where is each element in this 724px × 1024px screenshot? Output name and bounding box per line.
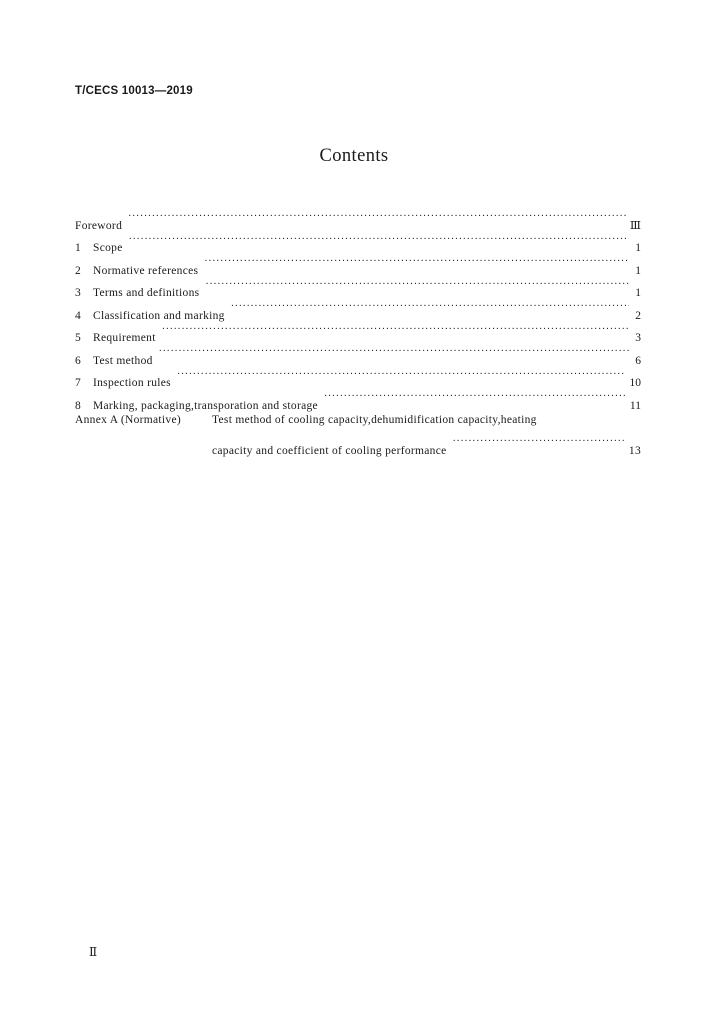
annex-title-line-2: capacity and coefficient of cooling performance [212, 444, 447, 457]
toc-entry-label: Normative references [93, 264, 199, 277]
toc-leader-dots [159, 341, 629, 364]
toc-entry-foreword[interactable] [75, 206, 641, 232]
toc-entry-number: 8 [75, 399, 81, 412]
toc-leader-dots [162, 319, 629, 342]
toc-entry-page: 6 [635, 354, 641, 367]
toc-entry-number: 4 [75, 309, 81, 322]
document-code: T/CECS 10013—2019 [75, 85, 193, 97]
toc-leader-dots [204, 251, 629, 274]
toc-entry-page: 1 [635, 264, 641, 277]
toc-leader-dots [231, 296, 629, 319]
toc-entry-page: 11 [629, 399, 641, 412]
toc-entry-number: 2 [75, 264, 81, 277]
toc-entry-annex-a[interactable] [75, 409, 641, 457]
toc-entry-scope[interactable] [75, 229, 641, 252]
toc-entry-page: Ⅲ [629, 219, 641, 232]
toc-entry-inspection-rules[interactable] [75, 364, 641, 387]
toc-entry-page: 13 [628, 444, 641, 457]
table-of-contents [75, 206, 641, 457]
annex-title-line-1: Test method of cooling capacity,dehumidification capacity,heating [212, 413, 537, 426]
toc-entry-page: 2 [635, 309, 641, 322]
toc-entry-page: 1 [635, 287, 641, 299]
toc-entry-page: 10 [629, 377, 641, 389]
toc-entry-label: Foreword [75, 219, 123, 232]
toc-leader-dots [324, 386, 626, 409]
toc-entry-label: Test method [93, 354, 153, 367]
toc-leader-dots [177, 364, 626, 387]
annex-prefix: Annex A (Normative) [75, 413, 181, 426]
toc-entry-number: 7 [75, 377, 81, 389]
toc-leader-dots [129, 229, 629, 252]
toc-leader-dots [128, 206, 626, 229]
toc-leader-dots [205, 274, 629, 297]
toc-entry-page: 3 [635, 332, 641, 344]
toc-entry-label: Requirement [93, 332, 156, 344]
toc-entry-page: 1 [635, 242, 641, 254]
toc-entry-label: Scope [93, 242, 123, 254]
toc-entry-number: 3 [75, 287, 81, 299]
toc-leader-dots [453, 431, 625, 454]
toc-entry-label: Inspection rules [93, 377, 171, 389]
toc-entry-label: Terms and definitions [93, 287, 200, 299]
toc-entry-test-method[interactable] [75, 341, 641, 367]
page-number: Ⅱ [89, 945, 98, 959]
toc-entry-label: Classification and marking [93, 309, 225, 322]
toc-entry-number: 1 [75, 242, 81, 254]
toc-entry-number: 6 [75, 354, 81, 367]
page-title: Contents [319, 146, 389, 166]
toc-entry-number: 5 [75, 332, 81, 344]
toc-entry-label: Marking, packaging,transporation and storage [93, 399, 318, 412]
toc-entry-normative-references[interactable] [75, 251, 641, 277]
